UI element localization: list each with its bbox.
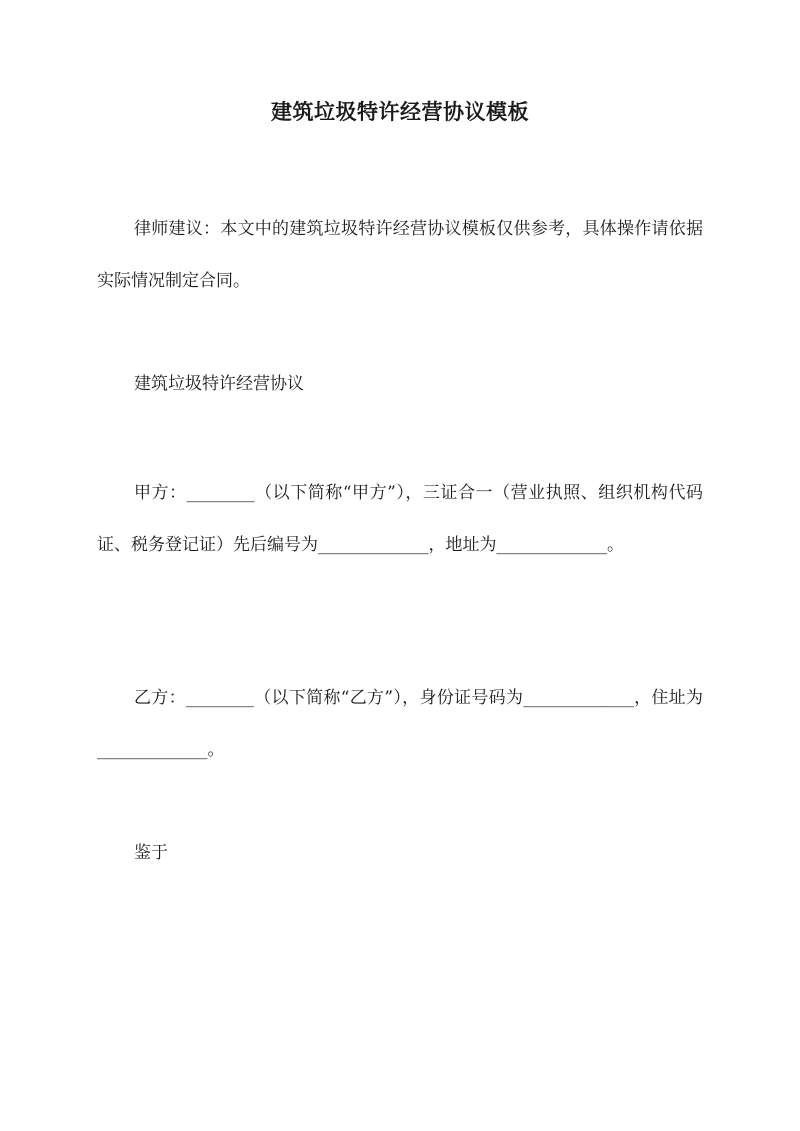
agreement-heading: 建筑垃圾特许经营协议 (134, 374, 304, 394)
document-title: 建筑垃圾特许经营协议模板 (271, 99, 529, 124)
party-a-paragraph: 甲方：________（以下简称“甲方”），三证合一（营业执照、组织机构代码证、税务登记证）先后编号为_____________，地址为_____________。 (97, 483, 703, 555)
whereas-paragraph: 鉴于 (134, 843, 168, 863)
lawyer-advice-paragraph: 律师建议：本文中的建筑垃圾特许经营协议模板仅供参考，具体操作请依据实际情况制定合同。 (97, 219, 703, 291)
party-b-paragraph: 乙方：________（以下简称“乙方”），身份证号码为_____________，住址为_____________。 (97, 688, 703, 760)
